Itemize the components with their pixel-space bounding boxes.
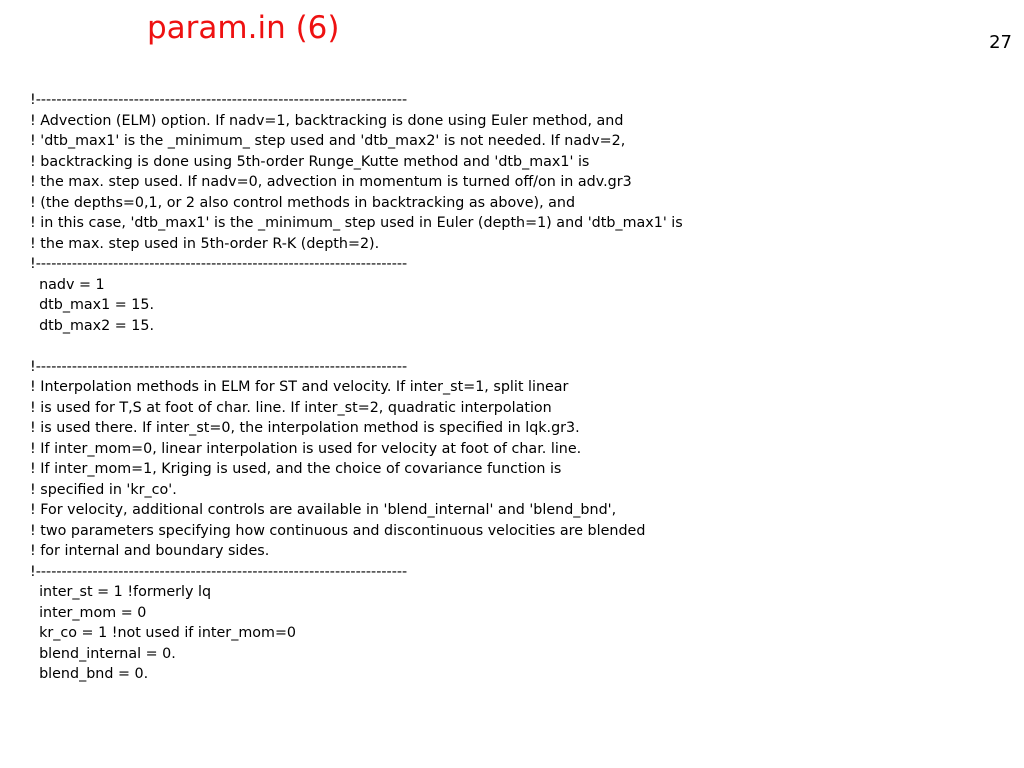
text-line: ! the max. step used in 5th-order R-K (depth=2). [30, 235, 380, 252]
page-number: 27 [989, 32, 1012, 53]
text-line: !------------------------------------------------------------------------ [30, 563, 408, 580]
text-line: ! is used for T,S at foot of char. line. If inter_st=2, quadratic interpolation [30, 399, 552, 416]
text-line: ! is used there. If inter_st=0, the interpolation method is specified in lqk.gr3. [30, 420, 580, 436]
text-line: ! two parameters specifying how continuous and discontinuous velocities are blended [30, 522, 646, 539]
text-line: ! the max. step used. If nadv=0, advection in momentum is turned off/on in adv.gr3 [30, 174, 632, 190]
text-line: nadv = 1 [30, 276, 105, 293]
slide-title: param.in (6) [147, 10, 340, 46]
text-line: !------------------------------------------------------------------------ [30, 92, 408, 108]
text-line: dtb_max1 = 15. [30, 297, 155, 313]
text-line: ! specified in 'kr_co'. [30, 481, 177, 498]
text-line: ! Advection (ELM) option. If nadv=1, backtracking is done using Euler method, and [30, 112, 624, 129]
text-line: blend_bnd = 0. [30, 666, 149, 682]
text-line [30, 336, 1010, 357]
text-line: inter_mom = 0 [30, 604, 147, 621]
text-line: ! Interpolation methods in ELM for ST and velocity. If inter_st=1, split linear [30, 379, 569, 395]
text-line: ! If inter_mom=1, Kriging is used, and the choice of covariance function is [30, 461, 562, 477]
text-line: ! (the depths=0,1, or 2 also control methods in backtracking as above), and [30, 194, 576, 211]
text-line: !------------------------------------------------------------------------ [30, 358, 408, 375]
text-line: ! For velocity, additional controls are available in 'blend_internal' and 'blend_bnd', [30, 502, 617, 518]
text-line: ! in this case, 'dtb_max1' is the _minimum_ step used in Euler (depth=1) and 'dtb_max1' is [30, 215, 683, 231]
text-line: ! for internal and boundary sides. [30, 543, 270, 559]
text-line: ! 'dtb_max1' is the _minimum_ step used and 'dtb_max2' is not needed. If nadv=2, [30, 133, 626, 149]
text-line: kr_co = 1 !not used if inter_mom=0 [30, 625, 297, 641]
text-line: dtb_max2 = 15. [30, 317, 155, 334]
text-line: ! If inter_mom=0, linear interpolation is used for velocity at foot of char. line. [30, 440, 582, 457]
text-line: inter_st = 1 !formerly lq [30, 584, 212, 600]
text-line: !------------------------------------------------------------------------ [30, 256, 408, 272]
text-line: blend_internal = 0. [30, 645, 176, 662]
text-line: ! backtracking is done using 5th-order Runge_Kutte method and 'dtb_max1' is [30, 153, 590, 170]
param-body [30, 90, 1010, 685]
